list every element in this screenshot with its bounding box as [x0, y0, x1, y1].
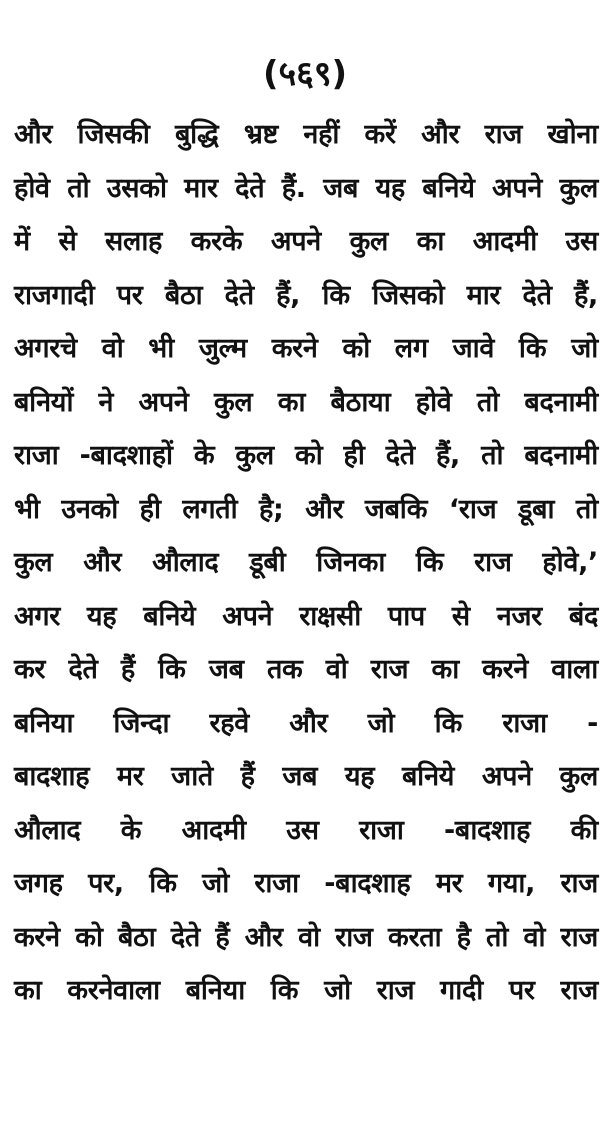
text-line: बनिया जिन्दा रहवे और जो कि राजा -	[14, 707, 598, 739]
text-line: औलाद के आदमी उस राजा -बादशाह की	[14, 814, 598, 846]
text-line: करने को बैठा देते हैं और वो राज करता है तो वो राज	[14, 921, 598, 953]
page-number: (५६९)	[262, 54, 348, 94]
text-line: अगर यह बनिये अपने राक्षसी पाप से नजर बंद	[14, 600, 598, 632]
text-line: बादशाह मर जाते हैं जब यह बनिये अपने कुल	[14, 761, 598, 792]
text-line: भी उनको ही लगती है; और जबकि ‘राज डूबा तो	[14, 493, 598, 525]
text-line: राजगादी पर बैठा देते हैं, कि जिसको मार देते हैं,	[14, 279, 598, 311]
text-line: में से सलाह करके अपने कुल का आदमी उस	[14, 226, 598, 257]
text-line: होवे तो उसको मार देते हैं. जब यह बनिये अपने कुल	[14, 172, 598, 204]
text-line: और जिसकी बुद्धि भ्रष्ट नहीं करें और राज खोना	[14, 119, 598, 150]
text-line: जगह पर, कि जो राजा -बादशाह मर गया, राज	[14, 868, 598, 899]
body-text	[14, 108, 598, 1018]
text-line: कर देते हैं कि जब तक वो राज का करने वाला	[14, 654, 598, 685]
text-line: राजा -बादशाहों के कुल को ही देते हैं, तो बदनामी	[14, 440, 598, 471]
text-line: कुल और औलाद डूबी जिनका कि राज होवे,’	[14, 547, 598, 578]
text-line: अगरचे वो भी जुल्म करने को लग जावे कि जो	[14, 333, 598, 364]
text-line: का करनेवाला बनिया कि जो राज गादी पर राज	[14, 975, 598, 1006]
text-line: बनियों ने अपने कुल का बैठाया होवे तो बदनामी	[14, 386, 598, 418]
